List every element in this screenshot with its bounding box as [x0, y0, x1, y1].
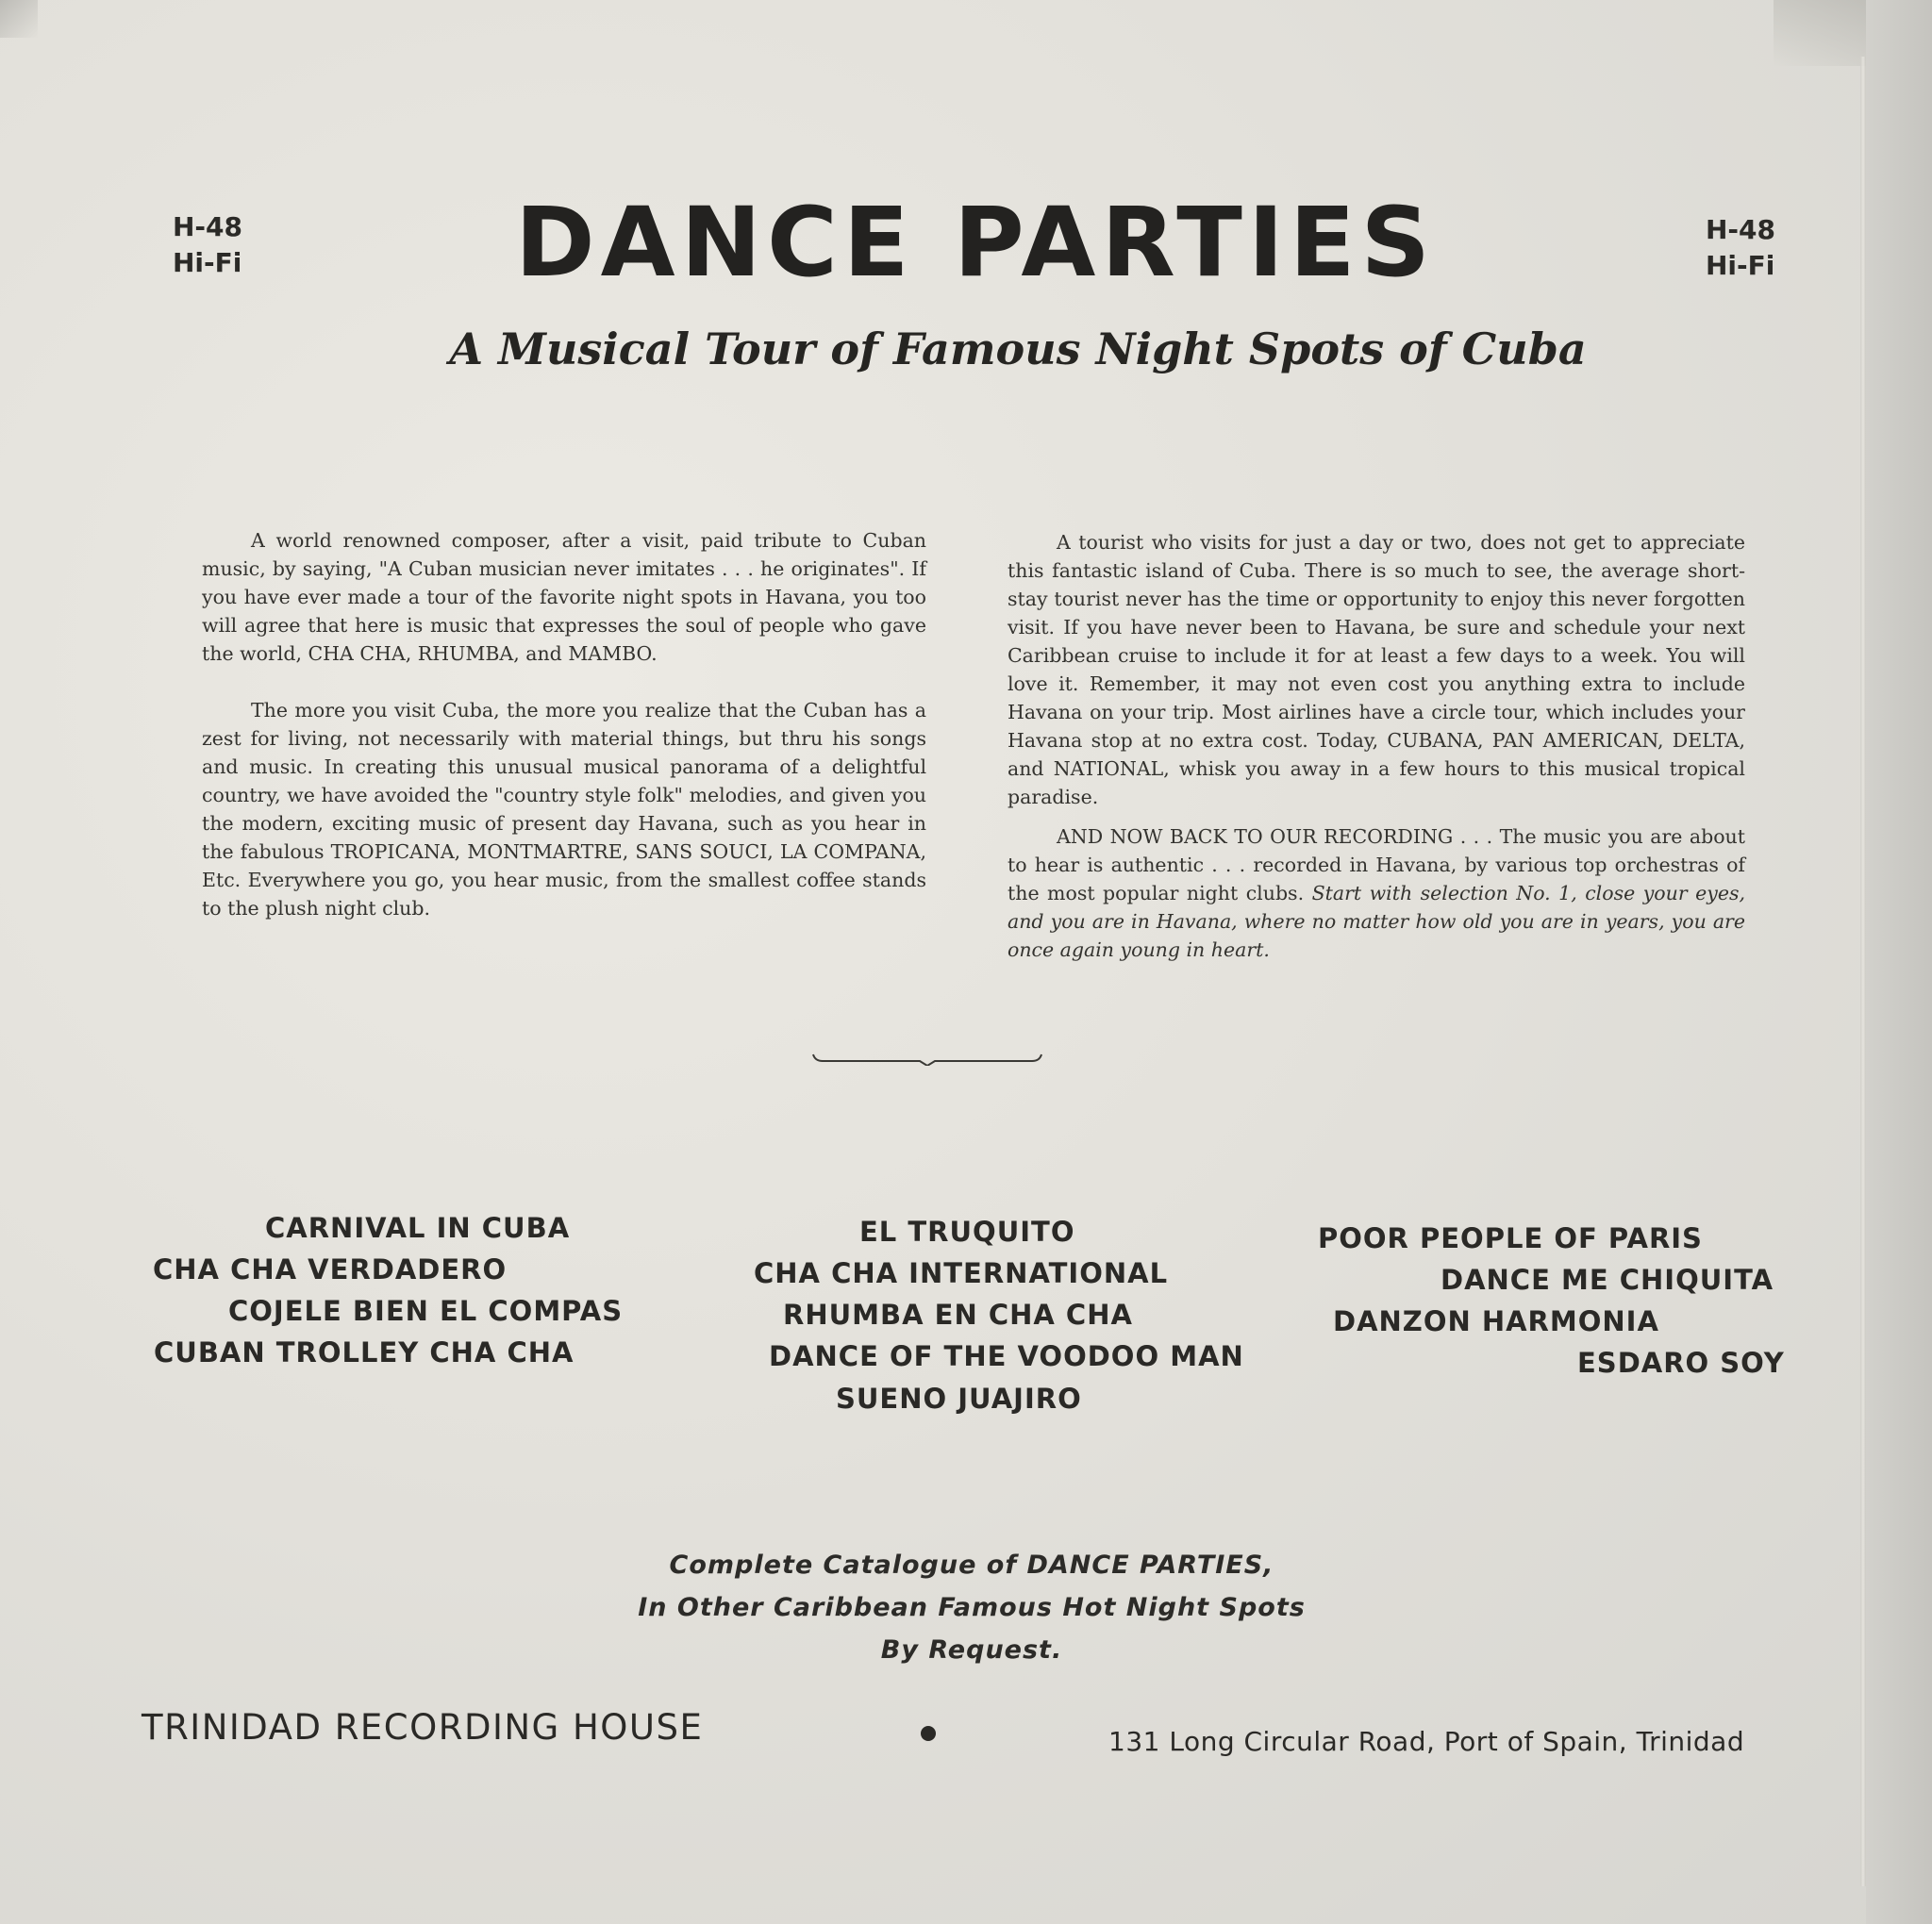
- catalogue-note-line: By Request.: [880, 1635, 1063, 1665]
- track-title: COJELE BIEN EL COMPAS: [228, 1295, 624, 1327]
- liner-paragraph: The more you visit Cuba, the more you realize that the Cuban has a zest for living, not necessarily with material things, but thru his songs and music. In creating this unusual musical panorama of a delightful country, we have avoided the "country style folk" melodies, and given you the modern, exciting music of present day Havana, such as you hear in the fabulous TROPICANA, MONTMARTRE, SANS SOUCI, LA COMPANA, Etc. Everywhere you go, you hear music, from the smallest coffee stands to the plush night club.: [202, 699, 926, 920]
- track-title: SUENO JUAJIRO: [836, 1383, 1082, 1415]
- track-title: DANCE ME CHIQUITA: [1441, 1264, 1774, 1296]
- track-title: CUBAN TROLLEY CHA CHA: [154, 1336, 575, 1368]
- catalogue-note-line: In Other Caribbean Famous Hot Night Spots: [638, 1593, 1306, 1622]
- track-title: CHA CHA INTERNATIONAL: [754, 1257, 1169, 1289]
- track-title: ESDARO SOY: [1577, 1347, 1785, 1379]
- track-title: EL TRUQUITO: [859, 1216, 1075, 1248]
- liner-text-italic: Start with selection No. 1, close your eyes, and you are in Havana, where no matter how old you are in years, you are once again young in heart.: [1008, 882, 1745, 961]
- track-title: RHUMBA EN CHA CHA: [783, 1299, 1133, 1331]
- liner-text: AND NOW BACK TO OUR RECORDING . . . The music you are about to hear is authentic . . . recorded in Havana, by various top orchestras of the most popular night clubs.: [1008, 825, 1745, 904]
- track-title: CARNIVAL IN CUBA: [265, 1212, 571, 1244]
- liner-paragraph: A tourist who visits for just a day or two, does not get to appreciate this fantastic island of Cuba. There is so much to see, the average short-stay tourist never has the time or opportunity to enjoy this never forgotten visit. If you have never been to Havana, be sure and schedule your next Caribbean cruise to include it for at least a few days to a week. You will love it. Remember, it may not even cost you anything extra to include Havana on your trip. Most airlines have a circle tour, which includes your Havana stop at no extra cost. Today, CUBANA, PAN AMERICAN, DELTA, and NATIONAL, whisk you away in a few hours to this musical tropical paradise.: [1008, 531, 1745, 808]
- liner-paragraph: A world renowned composer, after a visit, paid tribute to Cuban music, by saying, "A Cuban musician never imitates . . . he originates". If you have ever made a tour of the favorite night spots in Havana, you too will agree that here is music that expresses the soul of people who gave the world, CHA CHA, RHUMBA, and MAMBO.: [202, 529, 926, 665]
- catalog-number: H-48: [1706, 214, 1776, 245]
- record-label-name: TRINIDAD RECORDING HOUSE: [142, 1707, 704, 1748]
- liner-paragraph-closing: [1008, 822, 1745, 964]
- liner-notes-left-column: [202, 526, 926, 922]
- album-title: DANCE PARTIES: [515, 187, 1436, 299]
- track-title: DANZON HARMONIA: [1333, 1305, 1659, 1337]
- liner-notes-right-column: [1008, 528, 1745, 964]
- ornamental-divider: [811, 1053, 1043, 1066]
- catalog-format: Hi-Fi: [1706, 250, 1775, 281]
- bullet-separator-icon: [921, 1726, 936, 1741]
- track-title: POOR PEOPLE OF PARIS: [1318, 1222, 1703, 1254]
- track-title: DANCE OF THE VOODOO MAN: [769, 1340, 1244, 1372]
- catalogue-note-line: Complete Catalogue of DANCE PARTIES,: [669, 1551, 1274, 1580]
- album-subtitle: A Musical Tour of Famous Night Spots of Cuba: [449, 323, 1587, 374]
- catalogue-note: [566, 1544, 1377, 1671]
- catalog-format: Hi-Fi: [173, 247, 242, 278]
- sleeve-corner-wear: [0, 0, 38, 38]
- record-label-address: 131 Long Circular Road, Port of Spain, Trinidad: [1108, 1726, 1745, 1757]
- catalog-number: H-48: [173, 211, 243, 242]
- track-title: CHA CHA VERDADERO: [153, 1253, 508, 1285]
